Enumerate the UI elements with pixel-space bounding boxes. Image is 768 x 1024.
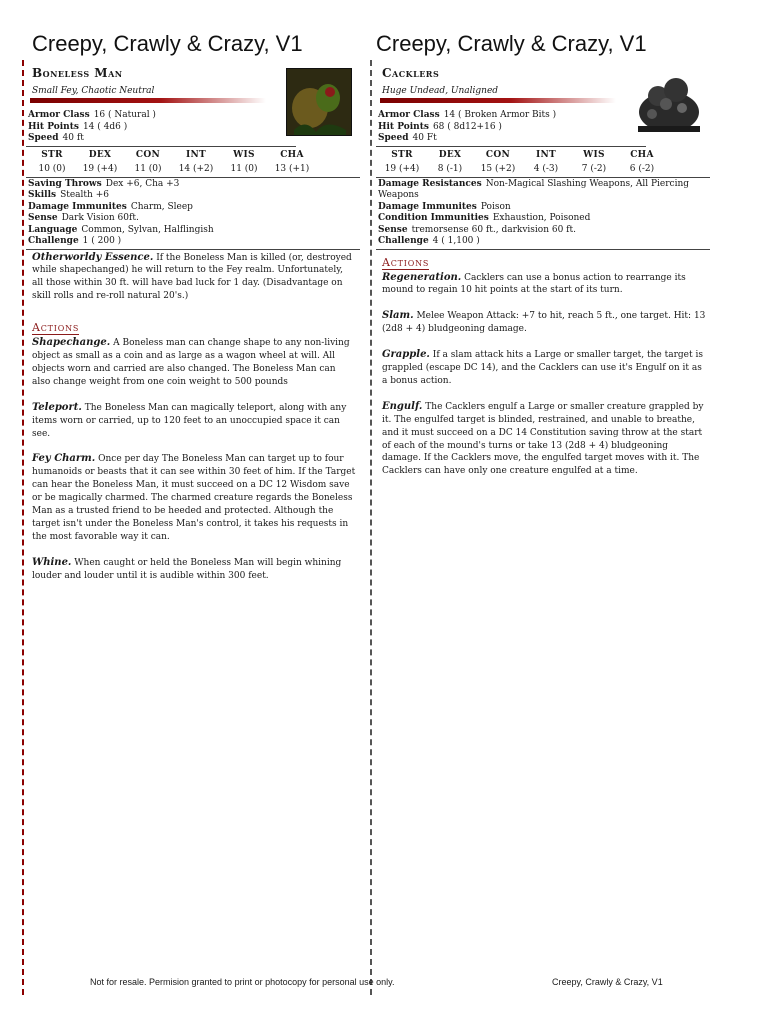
skills: Skills Stealth +6 [28,190,109,200]
page-title-right: Creepy, Crawly & Crazy, V1 [376,31,647,56]
armor-class: Armor Class 14 ( Broken Armor Bits ) [378,110,557,120]
ability-scores: 19 (+4) 8 (-1) 15 (+2) 4 (-3) 7 (-2) 6 (-2) [384,163,655,174]
condition-immunities: Condition Immunities Exhaustion, Poisoned [378,213,591,223]
monster-name: Cacklers [382,66,440,80]
action-whine: Whine. When caught or held the Boneless Man will begin whining louder and louder until it is audible within 300 feet. [32,556,342,581]
senses: Sense tremorsense 60 ft., darkvision 60 ft. [378,224,576,235]
divider-bar [380,98,616,103]
hit-points: Hit Points 68 ( 8d12+16 ) [378,121,502,132]
speed: Speed 40 ft [28,133,84,143]
ability-scores: 10 (0) 19 (+4) 11 (0) 14 (+2) 11 (0) 13 (+1) [38,163,310,174]
page-title-left: Creepy, Crawly & Crazy, V1 [32,31,303,56]
cut-line-middle [370,60,372,995]
speed: Speed 40 Ft [378,133,437,143]
cacklers-portrait [636,68,702,136]
actions-heading: Actions [32,321,80,335]
monster-type: Small Fey, Chaotic Neutral [32,86,155,96]
armor-class: Armor Class 16 ( Natural ) [28,110,156,120]
damage-resistances: Damage Resistances Non-Magical Slashing Weapons, All Piercing Weapons [378,178,690,200]
footer-title: Creepy, Crawly & Crazy, V1 [552,977,663,987]
damage-immunities: Damage Immunites Charm, Sleep [28,201,193,212]
action-fey-charm: Fey Charm. Once per day The Boneless Man can target up to four humanoids or beasts that it can see within 30 feet of him. If the Target can hear the Boneless Man, it must succeed on a DC 12 Wisdom save or be magically charmed. The charmed creature regards the Boneless Man as a trusted friend to be heeded and protected. Although the target isn't under the Boneless Man's control, it takes his requests in the most favorable way it can. [32,453,356,542]
action-teleport: Teleport. The Boneless Man can magically teleport, along with any items worn or carried, up to 120 feet to an unoccupied space it can see. [32,401,347,439]
action-slam: Slam. Melee Weapon Attack: +7 to hit, reach 5 ft., one target. Hit: 13 (2d8 + 4) bludgeoning damage. [382,310,706,335]
footer-disclaimer: Not for resale. Permision granted to print or photocopy for personal use only. [90,977,395,987]
ability-headers: STR DEX CON INT WIS CHA [41,149,304,160]
cut-line-left [22,60,24,995]
challenge: Challenge 1 ( 200 ) [28,236,122,246]
monster-type: Huge Undead, Unaligned [382,86,499,96]
action-shapechange: Shapechange. A Boneless man can change shape to any non-living object as small as a coin and as large as a wagon wheel at will. All objects worn and carried are also changed. The Boneless Man can also change weight from one coin weight to 500 pounds [32,337,350,387]
boneless-man-portrait [286,68,352,136]
damage-immunities: Damage Immunites Poison [378,201,511,212]
saving-throws: Saving Throws Dex +6, Cha +3 [28,178,180,189]
divider-bar [30,98,266,103]
ability-headers: STR DEX CON INT WIS CHA [391,149,654,160]
action-grapple: Grapple. If a slam attack hits a Large or smaller target, the target is grappled (escape DC 14), and the Cacklers can use it's Engulf on it as a bonus action. [382,349,703,386]
action-engulf: Engulf. The Cacklers engulf a Large or smaller creature grappled by it. The engulfed target is blinded, restrained, and unable to breathe, and it must succeed on a DC 14 Constitution saving throw at the start of each of the mound's turns or take 13 (2d8 + 4) bludgeoning damage. If the Cacklers move, the engulfed target moves with it. The Cacklers can have only one creature engulfed at a time. [382,400,704,477]
action-regeneration: Regeneration. Cacklers can use a bonus action to rearrange its mound to regain 10 hit points at the start of its turn. [382,271,686,296]
challenge: Challenge 4 ( 1,100 ) [378,236,480,246]
actions-heading: Actions [382,255,430,269]
trait-otherworldly-essence: Otherworldy Essence. If the Boneless Man is killed (or, destroyed while shapechanged) he will return to the Fey realm. Unfortunately, all those within 30 ft. will have bad luck for 1 day. (Disadvantage on skill rolls and re-roll natural 20's.) [32,251,352,302]
languages: Language Common, Sylvan, Halflingish [28,224,214,235]
hit-points: Hit Points 14 ( 4d6 ) [28,121,128,132]
statblock-cacklers [376,60,710,491]
statblock-boneless-man [26,60,360,596]
senses: Sense Dark Vision 60ft. [28,213,139,223]
monster-name: Boneless Man [32,66,123,80]
